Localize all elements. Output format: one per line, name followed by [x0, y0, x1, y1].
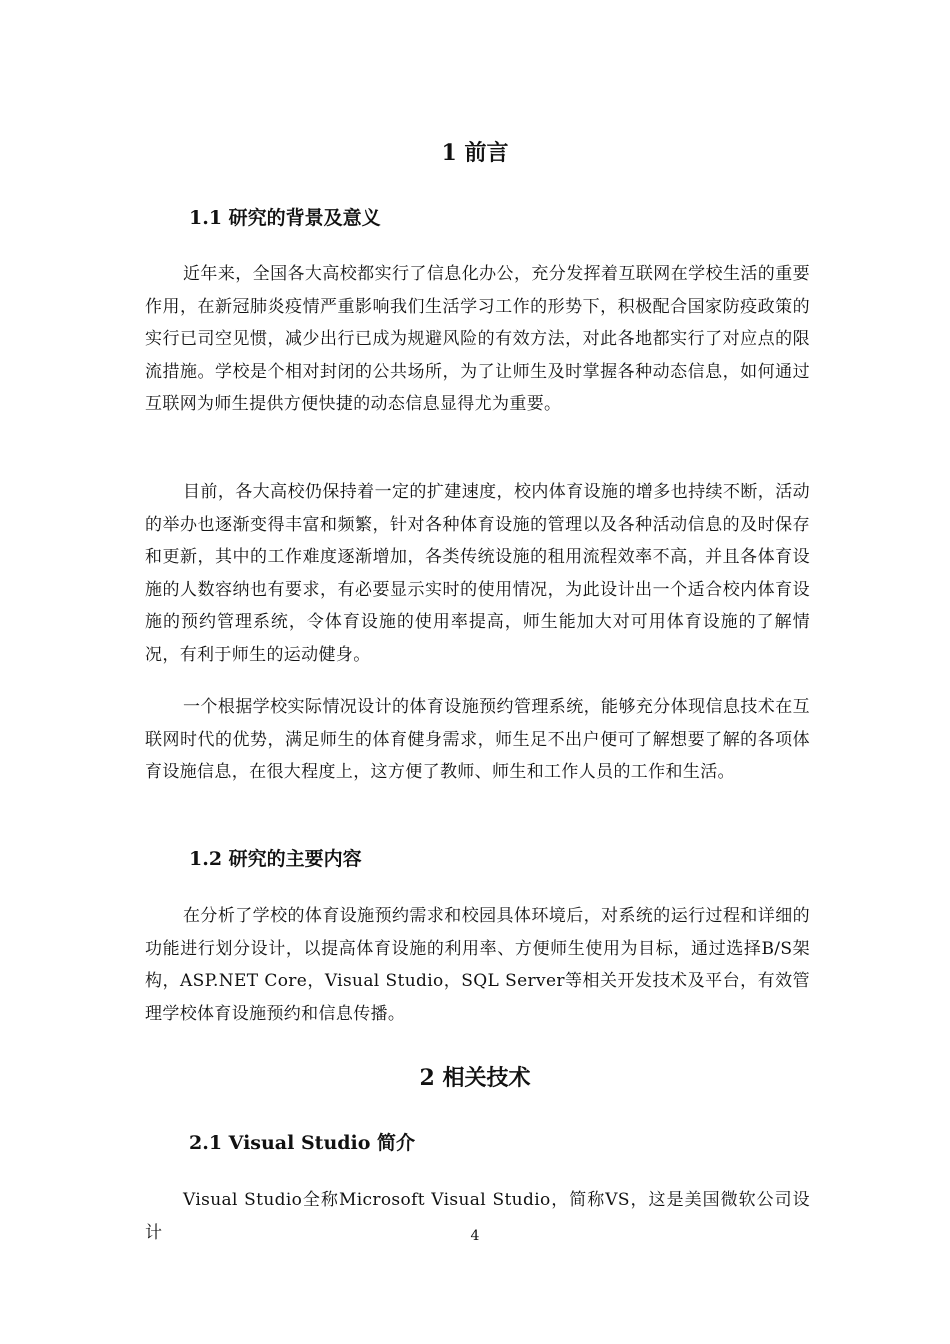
section-2-1-title: 2.1 Visual Studio 简介 — [189, 1132, 416, 1154]
section-2-1-paragraph-1: Visual Studio全称Microsoft Visual Studio，简称VS，这是美国微软公司设计 — [145, 1190, 810, 1243]
section-1-2-paragraph-1: 在分析了学校的体育设施预约需求和校园具体环境后，对系统的运行过程和详细的功能进行划分设计，以提高体育设施的利用率、方便师生使用为目标，通过选择B/S架构，ASP.NET Core，Visual Studio，SQL Server等相关开发技术及平台，有效管理学校体育设施预约和信息传播。 — [145, 906, 810, 1024]
section-1-1-paragraph-1: 近年来，全国各大高校都实行了信息化办公，充分发挥着互联网在学校生活的重要作用，在新冠肺炎疫情严重影响我们生活学习工作的形势下，积极配合国家防疫政策的实行已司空见惯，减少出行已成为规避风险的有效方法，对此各地都实行了对应点的限流措施。学校是个相对封闭的公共场所，为了让师生及时掌握各种动态信息，如何通过互联网为师生提供方便快捷的动态信息显得尤为重要。 — [145, 264, 810, 415]
section-1-1-paragraph-2: 目前，各大高校仍保持着一定的扩建速度，校内体育设施的增多也持续不断，活动的举办也逐渐变得丰富和频繁，针对各种体育设施的管理以及各种活动信息的及时保存和更新，其中的工作难度逐渐增加，各类传统设施的租用流程效率不高，并且各体育设施的人数容纳也有要求，有必要显示实时的使用情况，为此设计出一个适合校内体育设施的预约管理系统，令体育设施的使用率提高，师生能加大对可用体育设施的了解情况，有利于师生的运动健身。 — [145, 482, 810, 665]
page-number: 4 — [470, 1228, 480, 1244]
section-1-1-paragraph-3: 一个根据学校实际情况设计的体育设施预约管理系统，能够充分体现信息技术在互联网时代的优势，满足师生的体育健身需求，师生足不出户便可了解想要了解的各项体育设施信息，在很大程度上，这方便了教师、师生和工作人员的工作和生活。 — [145, 697, 810, 783]
section-1-2-title: 1.2 研究的主要内容 — [189, 848, 362, 870]
chapter-1-title: 1 前言 — [441, 140, 509, 166]
section-1-1-title: 1.1 研究的背景及意义 — [189, 207, 381, 229]
chapter-2-title: 2 相关技术 — [419, 1065, 531, 1091]
